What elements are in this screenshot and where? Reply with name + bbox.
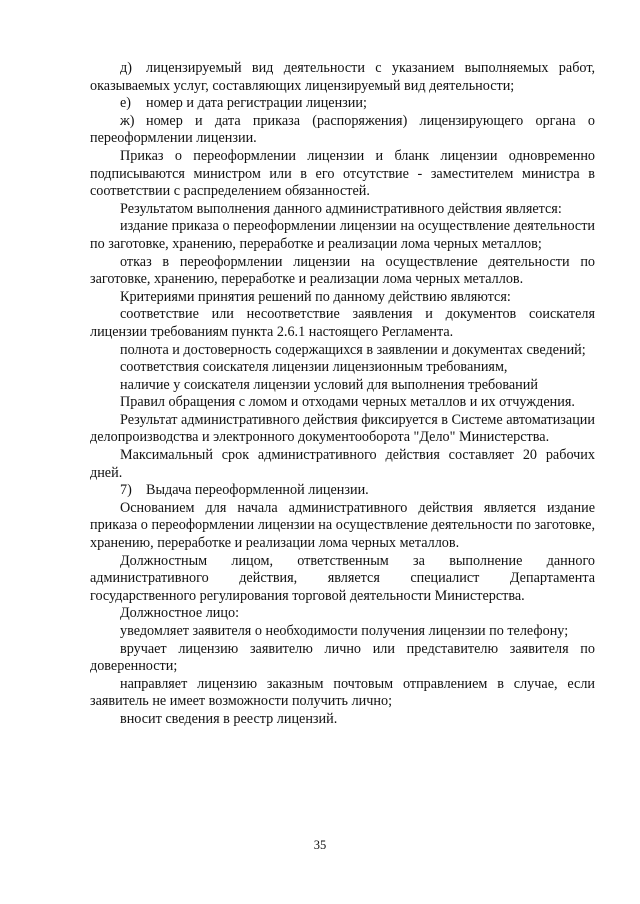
- list-marker: 7): [120, 482, 132, 499]
- paragraph: соответствие или несоответствие заявления и документов соискателя лицензии требованиям пункта 2.6.1 настоящего Регламента.: [90, 306, 595, 340]
- list-marker: д): [120, 60, 132, 76]
- paragraph: Приказ о переоформлении лицензии и бланк лицензии одновременно подписываются министром или в его отсутствие - заместителем министра в соответствии с распределением обязанностей.: [90, 147, 595, 200]
- paragraph: Правил обращения с ломом и отходами черных металлов и их отчуждения.: [120, 394, 575, 411]
- paragraph: уведомляет заявителя о необходимости получения лицензии по телефону;: [120, 623, 569, 639]
- paragraph: Критериями принятия решений по данному действию являются:: [120, 288, 511, 305]
- paragraph-text: Выдача переоформленной лицензии.: [146, 482, 369, 499]
- paragraph: Результат административного действия фиксируется в Системе автоматизации делопроизводства и электронного документооборота "Дело" Министерства.: [90, 411, 595, 446]
- page-number: 35: [313, 838, 327, 852]
- paragraph: Результатом выполнения данного административного действия является:: [120, 200, 562, 217]
- document-body: [90, 60, 595, 729]
- list-marker: е): [120, 95, 132, 112]
- paragraph: вручает лицензию заявителю лично или представителю заявителя по доверенности;: [90, 640, 595, 675]
- paragraph-text: номер и дата регистрации лицензии;: [146, 95, 367, 112]
- paragraph-item-d: [90, 60, 595, 95]
- list-marker: ж): [120, 112, 135, 129]
- paragraph-item-e: [90, 95, 595, 113]
- paragraph: Максимальный срок административного действия составляет 20 рабочих дней.: [90, 447, 595, 481]
- paragraph-text: номер и дата приказа (распоряжения) лицензирующего органа о переоформлении лицензии.: [90, 112, 595, 147]
- paragraph: полнота и достоверность содержащихся в заявлении и документах сведений;: [120, 341, 586, 358]
- paragraph-item-zh: [90, 113, 595, 148]
- paragraph: наличие у соискателя лицензии условий для выполнения требований: [120, 376, 538, 393]
- paragraph: отказ в переоформлении лицензии на осуществление деятельности по заготовке, хранению, переработке и реализации лома черных металлов.: [90, 253, 595, 288]
- paragraph: Должностным лицом, ответственным за выполнение данного административного действия, является специалист Департамента государственного регулирования торговой деятельности Министерства.: [90, 552, 595, 604]
- paragraph: Основанием для начала административного действия является издание приказа о переоформлении лицензии на осуществление деятельности по заготовке, хранению, переработке и реализации лома черных металлов.: [90, 499, 595, 552]
- paragraph: Должностное лицо:: [120, 605, 240, 622]
- paragraph: вносит сведения в реестр лицензий.: [120, 710, 338, 727]
- paragraph: издание приказа о переоформлении лицензии на осуществление деятельности по заготовке, хранению, переработке и реализации лома черных металлов;: [90, 218, 595, 252]
- paragraph: направляет лицензию заказным почтовым отправлением в случае, если заявитель не имеет возможности получить лично;: [90, 675, 595, 710]
- paragraph: соответствия соискателя лицензии лицензионным требованиям,: [120, 359, 508, 376]
- paragraph-item-7: [90, 482, 595, 500]
- paragraph-text: лицензируемый вид деятельности с указанием выполняемых работ, оказываемых услуг, составляющих лицензируемый вид деятельности;: [90, 60, 595, 94]
